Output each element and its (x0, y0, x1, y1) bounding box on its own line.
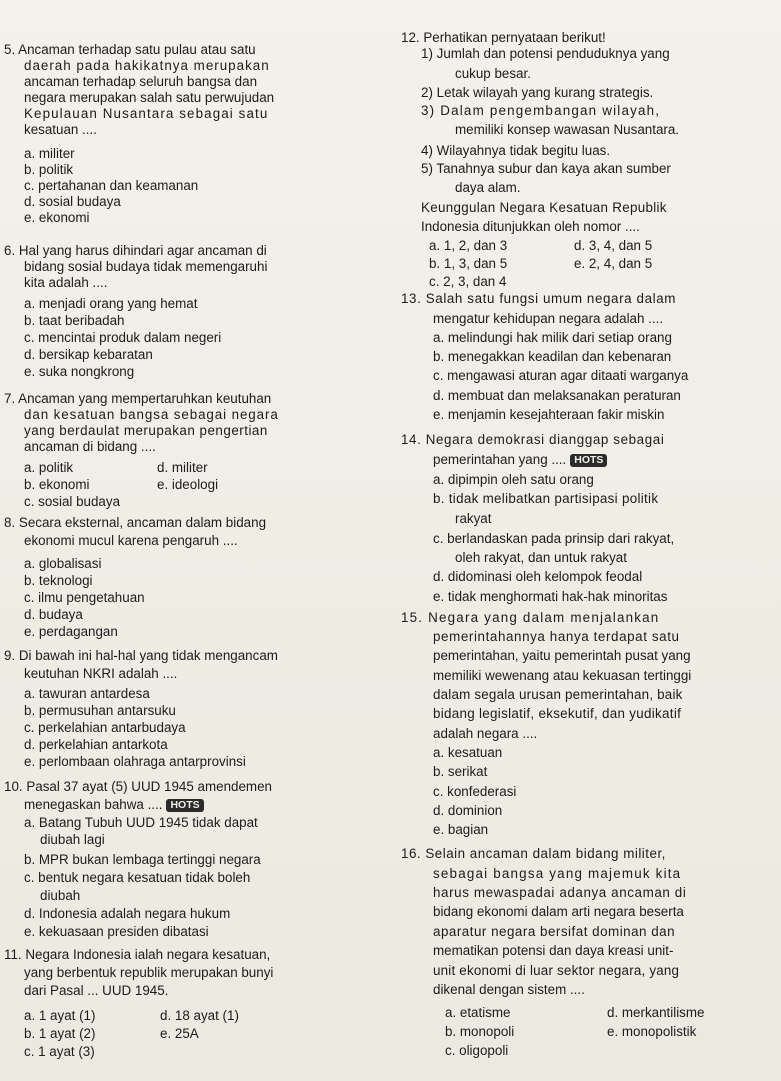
statement-5: 5) Tanahnya subur dan kaya akan sumber (421, 161, 671, 176)
question-text-line: Kepulauan Nusantara sebagai satu (24, 106, 269, 121)
option-b: b. monopoli (445, 1024, 515, 1039)
option-e: e. perdagangan (24, 624, 118, 639)
option-c: c. sosial budaya (24, 494, 121, 509)
question-text-line: 11. Negara Indonesia ialah negara kesatuan, (4, 947, 271, 962)
hots-badge: HOTS (166, 799, 203, 812)
statement-5-continued: daya alam. (455, 180, 521, 195)
option-c: c. mencintai produk dalam negeri (24, 330, 222, 345)
question-text-line: Keunggulan Negara Kesatuan Republik (421, 200, 667, 215)
option-a: a. melindungi hak milik dari setiap orang (433, 330, 672, 345)
right-column (395, 0, 781, 1081)
question-text-line: Indonesia ditunjukkan oleh nomor .... (421, 219, 640, 234)
option-c: c. mengawasi aturan agar ditaati warganya (433, 368, 689, 383)
question-text-line: bidang sosial budaya tidak memengaruhi (24, 259, 268, 274)
question-text-line: dikenal dengan sistem .... (433, 982, 585, 997)
question-text-line: keutuhan NKRI adalah .... (24, 666, 178, 681)
question-text-line: kita adalah .... (24, 275, 108, 290)
option-d: d. 18 ayat (1) (160, 1008, 239, 1023)
option-c: c. berlandaskan pada prinsip dari rakyat, (433, 531, 675, 546)
option-b: b. politik (24, 162, 74, 177)
option-b: b. permusuhan antarsuku (24, 703, 176, 718)
question-text-line: adalah negara .... (433, 726, 538, 741)
statement-3-continued: memiliki konsep wawasan Nusantara. (455, 122, 680, 137)
question-text-line: sebagai bangsa yang majemuk kita (433, 866, 682, 881)
option-b: b. serikat (433, 764, 488, 779)
question-text: menegaskan bahwa .... (24, 797, 163, 812)
option-b: b. MPR bukan lembaga tertinggi negara (24, 852, 261, 867)
question-text-line: kesatuan .... (24, 122, 97, 137)
question-text-line: 16. Selain ancaman dalam bidang militer, (401, 846, 666, 861)
option-a: a. dipimpin oleh satu orang (433, 472, 594, 487)
question-text-line: memiliki wewenang atau kekuasan tertinggi (433, 668, 692, 683)
question-text-line: dalam segala urusan pemerintahan, baik (433, 687, 683, 702)
option-a-continued: diubah lagi (40, 832, 105, 847)
question-text-line: 13. Salah satu fungsi umum negara dalam (401, 291, 676, 306)
question-text-line: mengatur kehidupan negara adalah .... (433, 311, 664, 326)
question-text-line (433, 452, 607, 468)
option-c: c. 1 ayat (3) (24, 1044, 95, 1059)
option-c-continued: diubah (40, 888, 81, 903)
option-d: d. didominasi oleh kelompok feodal (433, 569, 643, 584)
option-e: e. perlombaan olahraga antarprovinsi (24, 754, 246, 769)
option-e: e. suka nongkrong (24, 364, 135, 379)
question-text-line: harus mewaspadai adanya ancaman di (433, 885, 687, 900)
option-b: b. 1 ayat (2) (24, 1026, 96, 1041)
hots-badge: HOTS (570, 454, 607, 467)
question-text-line (24, 797, 204, 813)
option-a: a. 1 ayat (1) (24, 1008, 96, 1023)
question-text-line: 10. Pasal 37 ayat (5) UUD 1945 amendemen (4, 779, 272, 794)
option-d: d. dominion (433, 803, 503, 818)
option-e: e. tidak menghormati hak-hak minoritas (433, 589, 668, 604)
question-text-line: 15. Negara yang dalam menjalankan (401, 610, 660, 625)
option-b: b. 1, 3, dan 5 (429, 256, 508, 271)
option-c: c. bentuk negara kesatuan tidak boleh (24, 870, 251, 885)
option-d: d. sosial budaya (24, 194, 121, 209)
option-c-continued: oleh rakyat, dan untuk rakyat (455, 550, 627, 565)
option-e: e. menjamin kesejahteraan fakir miskin (433, 407, 665, 422)
option-d: d. bersikap kebaratan (24, 347, 153, 362)
option-b: b. menegakkan keadilan dan kebenaran (433, 349, 672, 364)
question-text-line: 9. Di bawah ini hal-hal yang tidak mengancam (4, 648, 278, 663)
option-c: c. ilmu pengetahuan (24, 590, 145, 605)
option-b: b. ekonomi (24, 477, 90, 492)
statement-1-continued: cukup besar. (455, 66, 531, 81)
statement-3: 3) Dalam pengembangan wilayah, (421, 103, 661, 118)
option-d: d. membuat dan melaksanakan peraturan (433, 388, 681, 403)
option-a: a. etatisme (445, 1005, 511, 1020)
option-d: d. militer (157, 460, 208, 475)
statement-2: 2) Letak wilayah yang kurang strategis. (421, 85, 654, 100)
question-text: pemerintahan yang .... (433, 452, 567, 467)
option-d: d. merkantilisme (607, 1005, 705, 1020)
question-text-line: ekonomi mucul karena pengaruh .... (24, 533, 238, 548)
statement-1: 1) Jumlah dan potensi penduduknya yang (421, 46, 670, 61)
question-text-line: bidang legislatif, eksekutif, dan yudikatif (433, 706, 682, 721)
option-b: b. teknologi (24, 573, 93, 588)
question-text-line: negara merupakan salah satu perwujudan (24, 90, 275, 105)
option-c: c. perkelahian antarbudaya (24, 720, 186, 735)
option-e: e. ekonomi (24, 210, 90, 225)
option-b: b. taat beribadah (24, 313, 125, 328)
question-text-line: dari Pasal ... UUD 1945. (24, 983, 169, 998)
option-c: c. 2, 3, dan 4 (429, 274, 507, 289)
question-text-line: 6. Hal yang harus dihindari agar ancaman di (4, 243, 267, 258)
statement-4: 4) Wilayahnya tidak begitu luas. (421, 143, 611, 158)
option-e: e. kekuasaan presiden dibatasi (24, 924, 209, 939)
question-text-line: yang berbentuk republik merupakan bunyi (24, 965, 274, 980)
question-text-line: 12. Perhatikan pernyataan berikut! (401, 30, 606, 45)
question-text-line: pemerintahannya hanya terdapat satu (433, 629, 680, 644)
question-text-line: mematikan potensi dan daya kreasi unit- (433, 943, 674, 958)
option-e: e. ideologi (157, 477, 219, 492)
option-a: a. politik (24, 460, 74, 475)
option-c: c. oligopoli (445, 1043, 509, 1058)
question-text-line: bidang ekonomi dalam arti negara beserta (433, 904, 684, 919)
question-text-line: 5. Ancaman terhadap satu pulau atau satu (4, 42, 256, 57)
option-b-continued: rakyat (455, 511, 492, 526)
option-e: e. 2, 4, dan 5 (574, 256, 653, 271)
option-c: c. konfederasi (433, 784, 517, 799)
option-d: d. 3, 4, dan 5 (574, 238, 653, 253)
option-d: d. perkelahian antarkota (24, 737, 168, 752)
question-text-line: ancaman terhadap seluruh bangsa dan (24, 74, 258, 89)
question-text-line: unit ekonomi di luar sektor negara, yang (433, 963, 680, 978)
option-a: a. globalisasi (24, 556, 102, 571)
question-text-line: 14. Negara demokrasi dianggap sebagai (401, 432, 665, 447)
option-a: a. kesatuan (433, 745, 503, 760)
question-text-line: 7. Ancaman yang mempertaruhkan keutuhan (4, 391, 272, 406)
option-e: e. bagian (433, 822, 489, 837)
question-text-line: dan kesatuan bangsa sebagai negara (24, 407, 279, 422)
option-b: b. tidak melibatkan partisipasi politik (433, 491, 659, 506)
question-text-line: daerah pada hakikatnya merupakan (24, 58, 270, 73)
question-text-line: yang berdaulat merupakan pengertian (24, 423, 268, 438)
option-a: a. 1, 2, dan 3 (429, 238, 508, 253)
option-a: a. menjadi orang yang hemat (24, 296, 198, 311)
option-a: a. militer (24, 146, 75, 161)
option-d: d. Indonesia adalah negara hukum (24, 906, 231, 921)
option-d: d. budaya (24, 607, 83, 622)
option-e: e. 25A (160, 1026, 199, 1041)
option-c: c. pertahanan dan keamanan (24, 178, 199, 193)
option-a: a. Batang Tubuh UUD 1945 tidak dapat (24, 815, 258, 830)
question-text-line: ancaman di bidang .... (24, 439, 156, 454)
option-e: e. monopolistik (607, 1024, 697, 1039)
question-text-line: aparatur negara bersifat dominan dan (433, 924, 676, 939)
option-a: a. tawuran antardesa (24, 686, 150, 701)
question-text-line: 8. Secara eksternal, ancaman dalam bidang (4, 515, 267, 530)
question-text-line: pemerintahan, yaitu pemerintah pusat yang (433, 648, 691, 663)
